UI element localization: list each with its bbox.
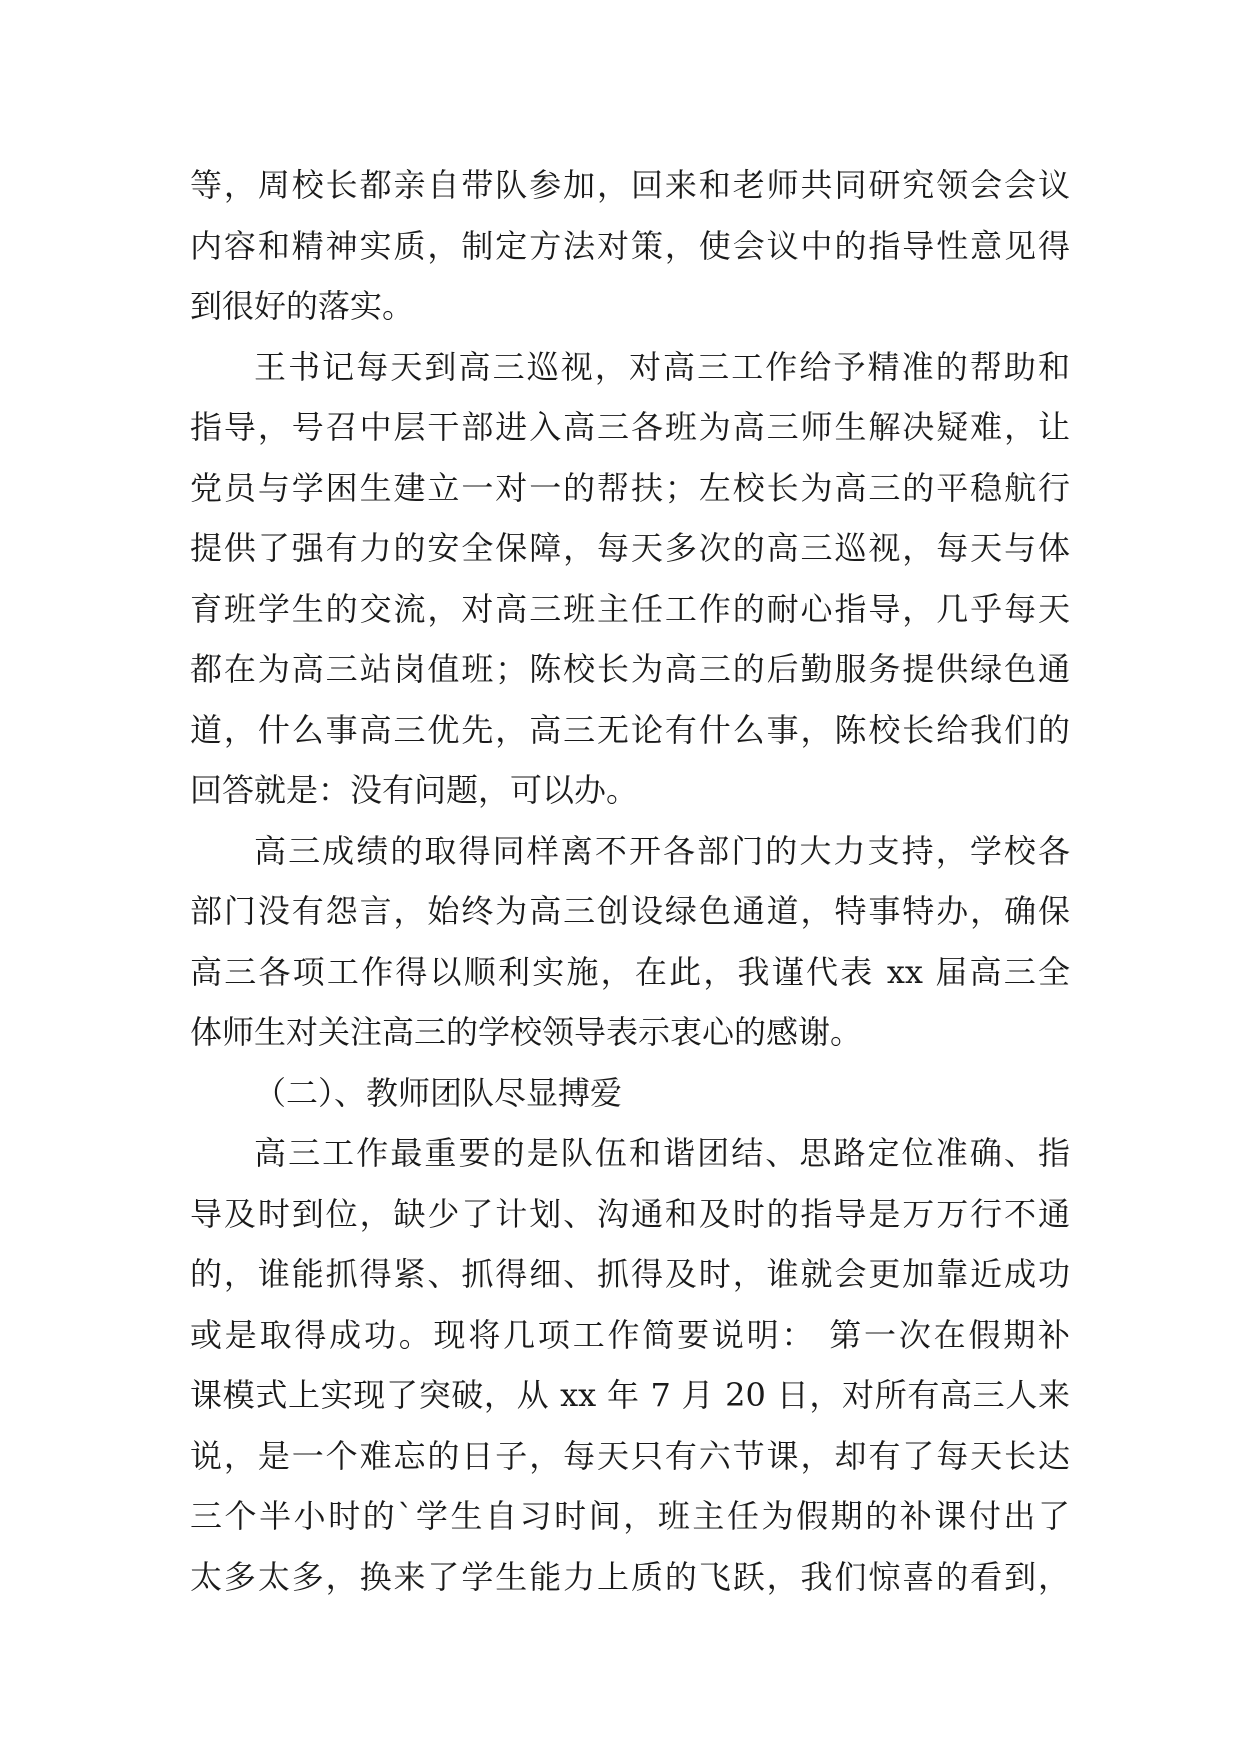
paragraph — [190, 337, 1070, 821]
document-body — [190, 155, 1070, 1607]
text-line: 高三各项工作得以顺利实施，在此，我谨代表 xx 届高三全 — [190, 952, 1070, 991]
text-line: 等，周校长都亲自带队参加，回来和老师共同研究领会会议 — [190, 166, 1070, 204]
text-line: 导及时到位，缺少了计划、沟通和及时的指导是万万行不通 — [190, 1194, 1070, 1233]
text-line: 提供了强有力的安全保障，每天多次的高三巡视，每天与体 — [190, 529, 1070, 567]
text-line: 道，什么事高三优先，高三无论有什么事，陈校长给我们的 — [190, 710, 1070, 749]
text-line: 高三成绩的取得同样离不开各部门的大力支持，学校各 — [254, 831, 1070, 870]
text-line: 三个半小时的`学生自习时间，班主任为假期的补课付出了 — [190, 1497, 1070, 1535]
text-line: 内容和精神实质，制定方法对策，使会议中的指导性意见得 — [190, 226, 1070, 265]
text-line: 王书记每天到高三巡视，对高三工作给予精准的帮助和 — [254, 347, 1070, 386]
text-line: 部门没有怨言，始终为高三创设绿色通道，特事特办，确保 — [190, 892, 1070, 930]
text-line: 都在为高三站岗值班；陈校长为高三的后勤服务提供绿色通 — [190, 650, 1070, 688]
text-line: 说，是一个难忘的日子，每天只有六节课，却有了每天长达 — [190, 1436, 1070, 1475]
paragraph — [190, 155, 1070, 337]
section-heading — [190, 1063, 1070, 1124]
text-line: 体师生对关注高三的学校领导表示衷心的感谢。 — [190, 1013, 863, 1051]
text-line: 指导，号召中层干部进入高三各班为高三师生解决疑难，让 — [190, 408, 1070, 446]
text-line: 的，谁能抓得紧、抓得细、抓得及时，谁就会更加靠近成功 — [190, 1255, 1070, 1293]
text-line: 太多太多，换来了学生能力上质的飞跃，我们惊喜的看到， — [190, 1557, 1070, 1596]
text-line: 或是取得成功。现将几项工作简要说明： 第一次在假期补 — [190, 1315, 1070, 1354]
paragraph — [190, 1123, 1070, 1607]
text-line: 党员与学困生建立一对一的帮扶；左校长为高三的平稳航行 — [190, 468, 1070, 507]
text-line: 育班学生的交流，对高三班主任工作的耐心指导，几乎每天 — [190, 589, 1070, 628]
paragraph — [190, 821, 1070, 1063]
text-line: 高三工作最重要的是队伍和谐团结、思路定位准确、指 — [254, 1134, 1070, 1172]
text-line: 回答就是：没有问题，可以办。 — [190, 771, 639, 809]
text-line: 课模式上实现了突破，从 xx 年 7 月 20 日，对所有高三人来 — [190, 1376, 1070, 1414]
text-line: 到很好的落实。 — [190, 287, 415, 325]
heading-text: （二）、教师团队尽显搏爱 — [254, 1073, 623, 1112]
